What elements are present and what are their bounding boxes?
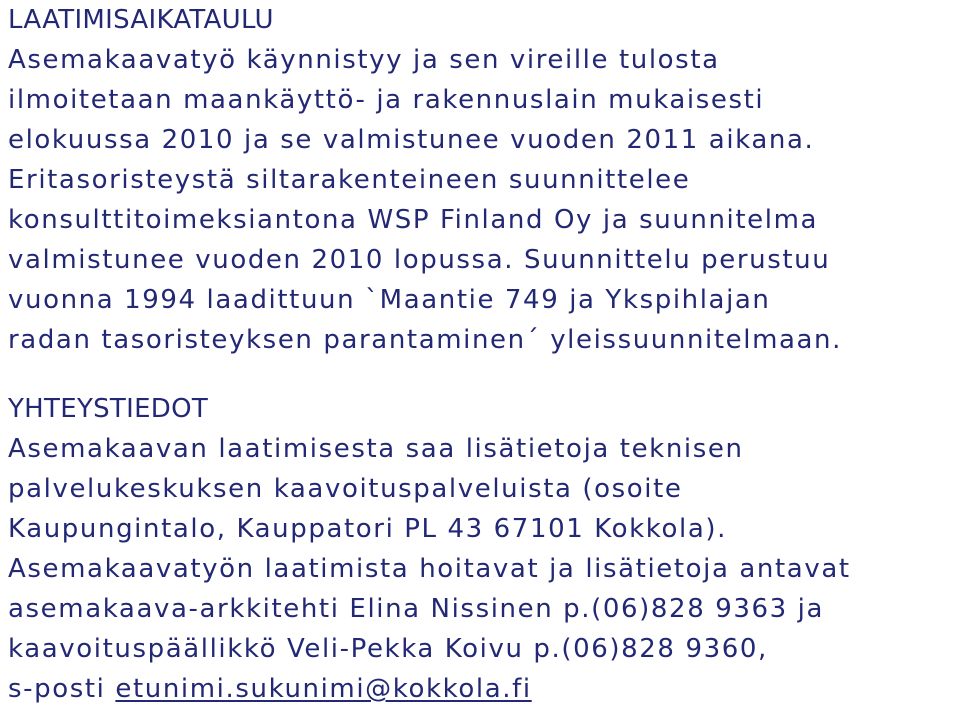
contacts-line: Asemakaavan laatimisesta saa lisätietoja teknisen bbox=[8, 434, 744, 464]
schedule-line: radan tasoristeyksen parantaminen´ yleissuunnitelmaan. bbox=[8, 325, 843, 355]
contacts-line: palvelukeskuksen kaavoituspalveluista (osoite bbox=[8, 474, 683, 504]
section-spacer bbox=[8, 360, 960, 389]
contacts-line: Asemakaavatyön laatimista hoitavat ja lisätietoja antavat bbox=[8, 554, 851, 584]
schedule-section bbox=[8, 0, 960, 360]
contacts-heading: YHTEYSTIEDOT bbox=[8, 394, 209, 424]
contacts-line: Kaupungintalo, Kauppatori PL 43 67101 Kokkola). bbox=[8, 514, 727, 544]
schedule-line: vuonna 1994 laadittuun `Maantie 749 ja Ykspihlajan bbox=[8, 285, 771, 315]
schedule-line: Eritasoristeystä siltarakenteineen suunnittelee bbox=[8, 165, 691, 195]
schedule-line: Asemakaavatyö käynnistyy ja sen vireille tulosta bbox=[8, 45, 720, 75]
schedule-line: ilmoitetaan maankäyttö- ja rakennuslain mukaisesti bbox=[8, 85, 765, 115]
email-line bbox=[8, 669, 960, 709]
schedule-heading: LAATIMISAIKATAULU bbox=[8, 5, 274, 35]
contacts-line: kaavoituspäällikkö Veli-Pekka Koivu p.(06)828 9360, bbox=[8, 634, 768, 664]
schedule-line: valmistunee vuoden 2010 lopussa. Suunnittelu perustuu bbox=[8, 245, 831, 275]
email-prefix: s-posti bbox=[8, 674, 116, 704]
schedule-line: elokuussa 2010 ja se valmistunee vuoden 2011 aikana. bbox=[8, 125, 815, 155]
schedule-line: konsulttitoimeksiantona WSP Finland Oy ja suunnitelma bbox=[8, 205, 819, 235]
contacts-line: asemakaava-arkkitehti Elina Nissinen p.(06)828 9363 ja bbox=[8, 594, 824, 624]
email-link[interactable]: etunimi.sukunimi@kokkola.fi bbox=[115, 674, 532, 704]
contacts-section bbox=[8, 389, 960, 709]
